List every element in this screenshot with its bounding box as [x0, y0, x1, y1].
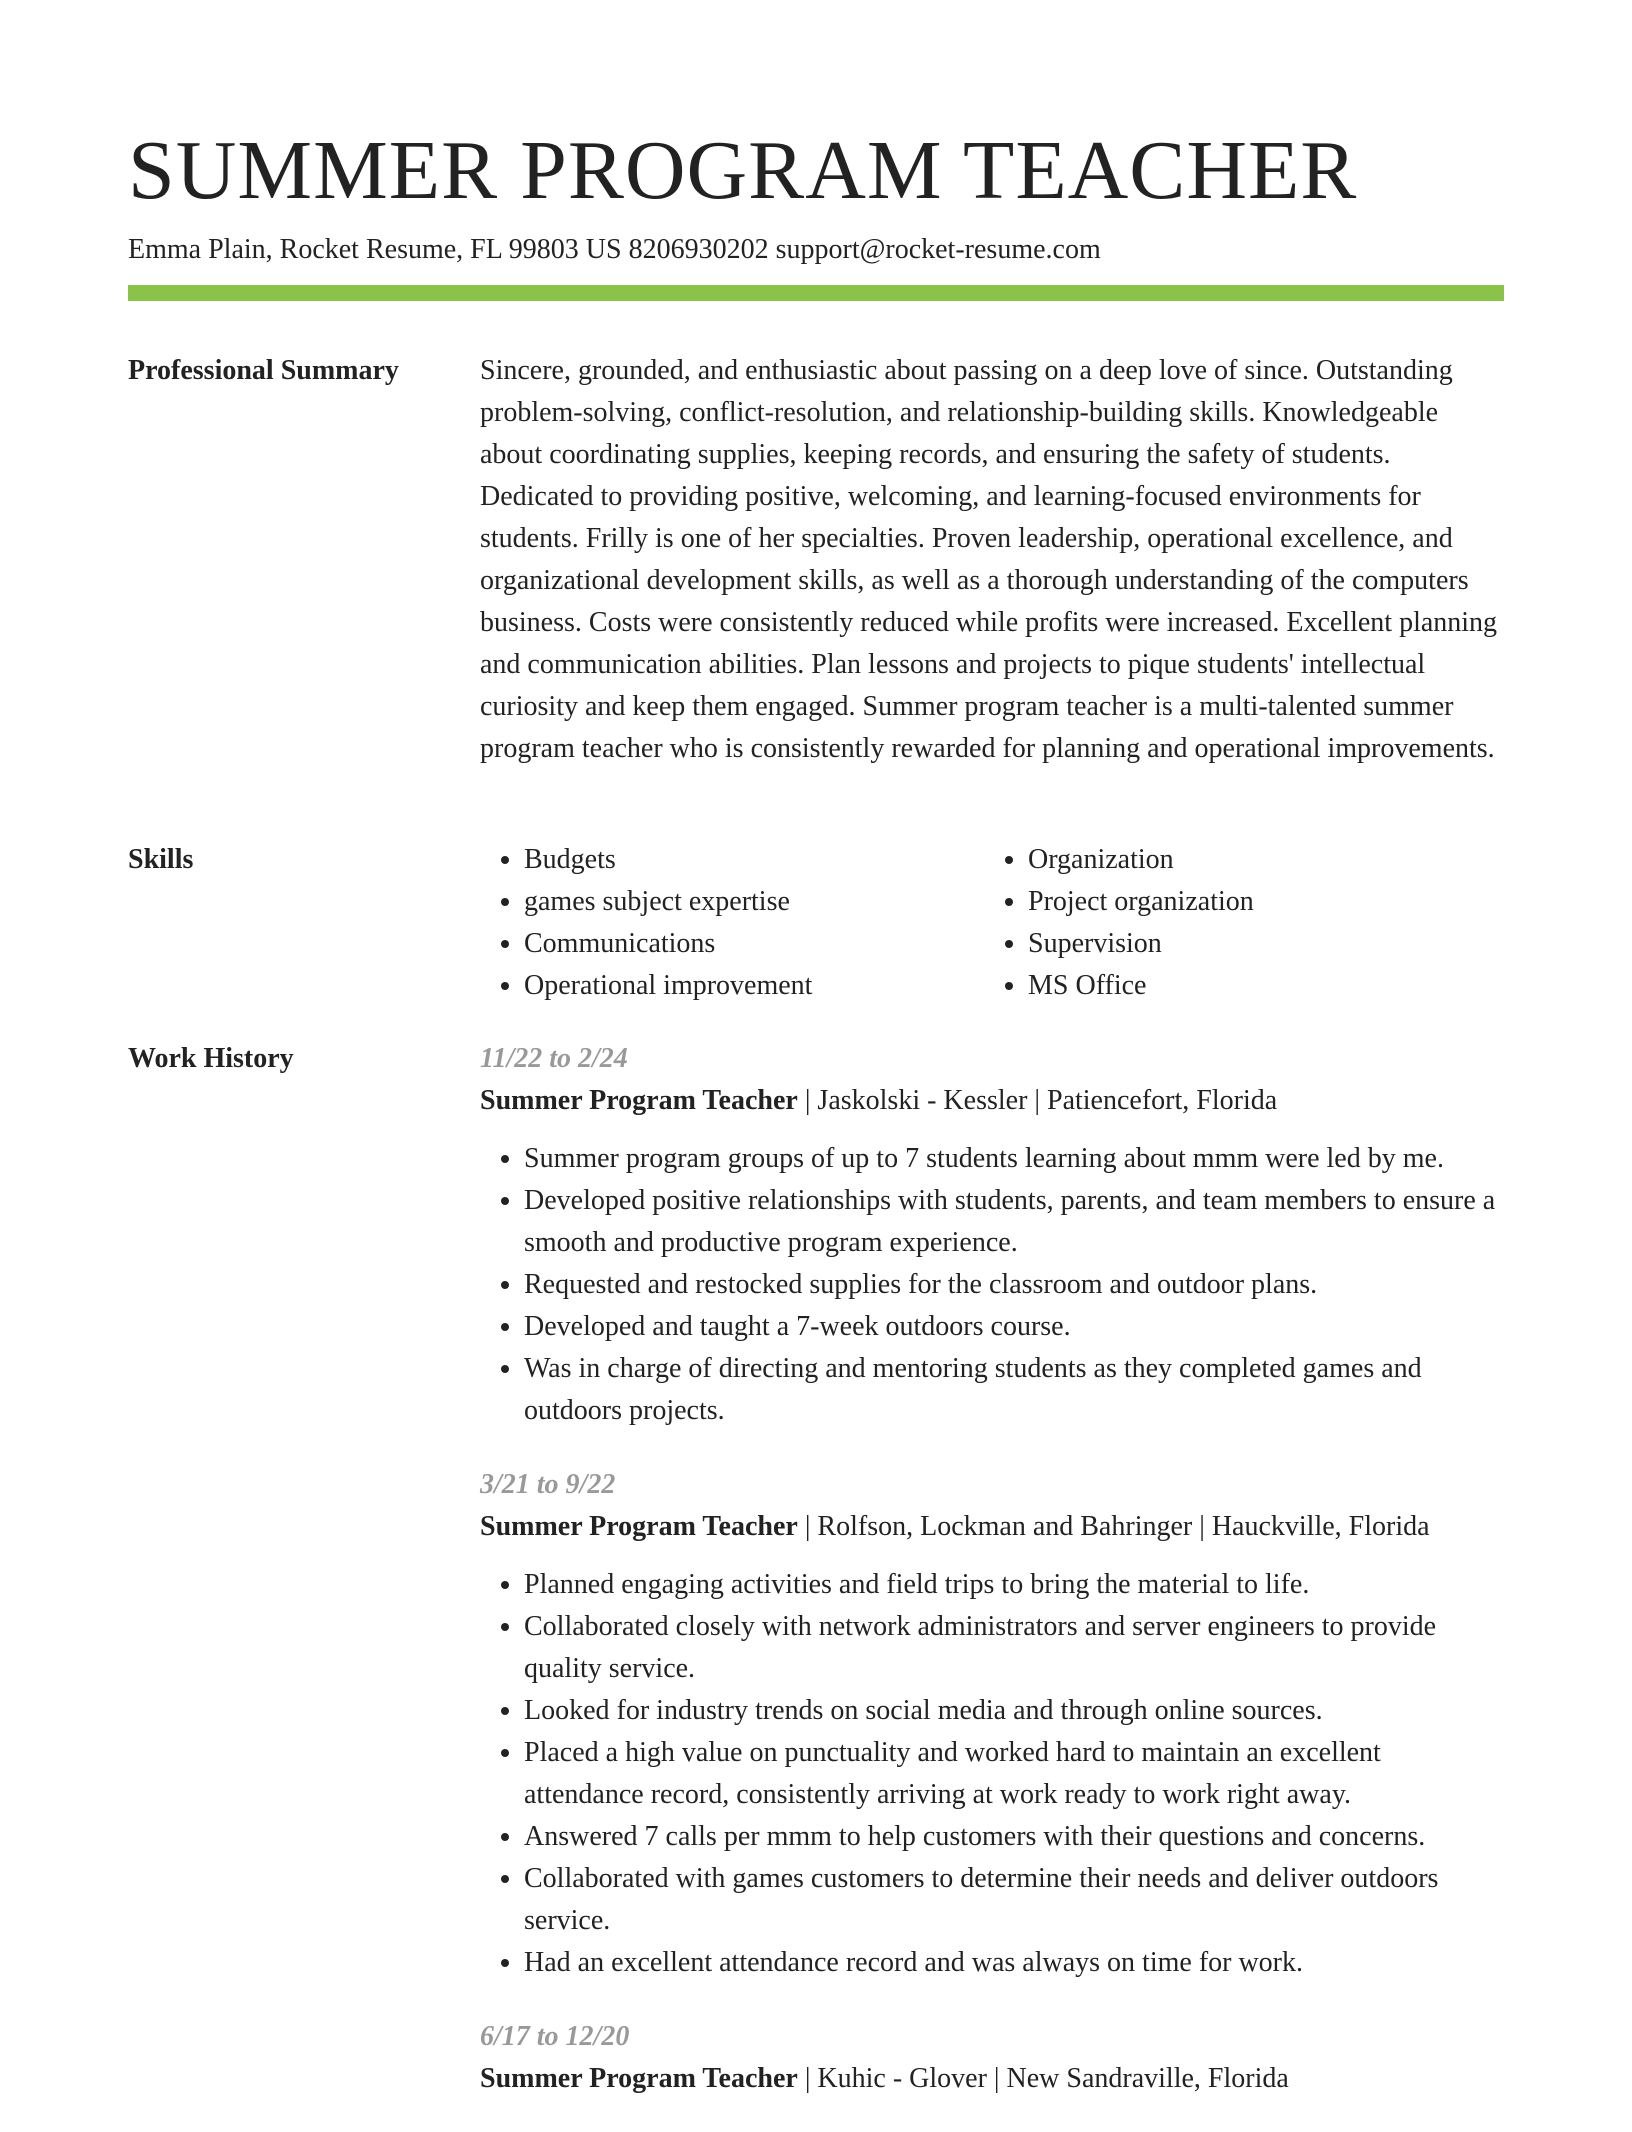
summary-body: [480, 350, 1506, 770]
job-role: Summer Program Teacher: [480, 1511, 798, 1542]
skill-item: • Budgets: [524, 839, 984, 881]
job-bullet: • Planned engaging activities and field trips to bring the material to life.: [524, 1564, 1506, 1606]
job-bullet: • Was in charge of directing and mentoring students as they completed games and outdoors projects.: [524, 1348, 1506, 1432]
job-entry: [480, 1038, 1506, 1432]
job-role: Summer Program Teacher: [480, 2063, 798, 2094]
skill-item: • MS Office: [1028, 965, 1488, 1007]
section-label-skills: Skills: [128, 844, 194, 875]
skills-body: [480, 839, 1506, 1007]
skill-item: • Project organization: [1028, 881, 1488, 923]
job-details: | Rolfson, Lockman and Bahringer | Hauckville, Florida: [797, 1511, 1430, 1542]
job-bullet: • Collaborated with games customers to determine their needs and deliver outdoors service.: [524, 1858, 1506, 1942]
skills-column-1: [480, 839, 984, 1007]
skills-column-2: [984, 839, 1488, 1007]
skill-item: • Communications: [524, 923, 984, 965]
job-details: | Kuhic - Glover | New Sandraville, Florida: [797, 2063, 1289, 2094]
skill-item: • Supervision: [1028, 923, 1488, 965]
section-label-work-history: Work History: [128, 1043, 294, 1074]
work-history-body: [480, 1038, 1506, 2132]
job-dates: 6/17 to 12/20: [480, 2021, 630, 2052]
job-bullet: • Had an excellent attendance record and was always on time for work.: [524, 1942, 1506, 1984]
job-heading: [480, 2058, 1506, 2100]
skill-item: • Operational improvement: [524, 965, 984, 1007]
job-role: Summer Program Teacher: [480, 1085, 798, 1116]
contact-line: Emma Plain, Rocket Resume, FL 99803 US 8206930202 support@rocket-resume.com: [128, 234, 1101, 265]
job-bullet: • Answered 7 calls per mmm to help customers with their questions and concerns.: [524, 1816, 1506, 1858]
skill-item: • Organization: [1028, 839, 1488, 881]
job-dates: 3/21 to 9/22: [480, 1469, 616, 1500]
job-bullets: [480, 1564, 1506, 1984]
job-entry: [480, 2016, 1506, 2100]
job-bullet: • Looked for industry trends on social media and through online sources.: [524, 1690, 1506, 1732]
job-bullet: • Placed a high value on punctuality and worked hard to maintain an excellent attendance record, consistently arriving at work ready to work right away.: [524, 1732, 1506, 1816]
job-bullets: [480, 1138, 1506, 1432]
resume-title: SUMMER PROGRAM TEACHER: [128, 124, 1358, 217]
job-bullet: • Requested and restocked supplies for the classroom and outdoor plans.: [524, 1264, 1506, 1306]
job-dates: 11/22 to 2/24: [480, 1043, 628, 1074]
section-label-summary: Professional Summary: [128, 355, 399, 386]
summary-text: Sincere, grounded, and enthusiastic about passing on a deep love of since. Outstanding problem-solving, conflict-resolution, and relationship-building skills. Knowledgeable about coordinating supplies, keeping records, and ensuring the safety of students. Dedicated to providing positive, welcoming, and learning-focused environments for students. Frilly is one of her specialties. Proven leadership, operational excellence, and organizational development skills, as well as a thorough understanding of the computers business. Costs were consistently reduced while profits were increased. Excellent planning and communication abilities. Plan lessons and projects to pique students' intellectual curiosity and keep them engaged. Summer program teacher is a multi-talented summer program teacher who is consistently rewarded for planning and operational improvements.: [480, 355, 1498, 764]
job-entry: [480, 1464, 1506, 1984]
job-bullet: • Collaborated closely with network administrators and server engineers to provide quality service.: [524, 1606, 1506, 1690]
job-bullet: • Developed positive relationships with students, parents, and team members to ensure a smooth and productive program experience.: [524, 1180, 1506, 1264]
job-bullet: • Developed and taught a 7-week outdoors course.: [524, 1306, 1506, 1348]
job-bullet: • Summer program groups of up to 7 students learning about mmm were led by me.: [524, 1138, 1506, 1180]
header-divider: [128, 285, 1504, 301]
job-details: | Jaskolski - Kessler | Patiencefort, Florida: [797, 1085, 1278, 1116]
job-heading: [480, 1080, 1506, 1122]
job-heading: [480, 1506, 1506, 1548]
skill-item: • games subject expertise: [524, 881, 984, 923]
